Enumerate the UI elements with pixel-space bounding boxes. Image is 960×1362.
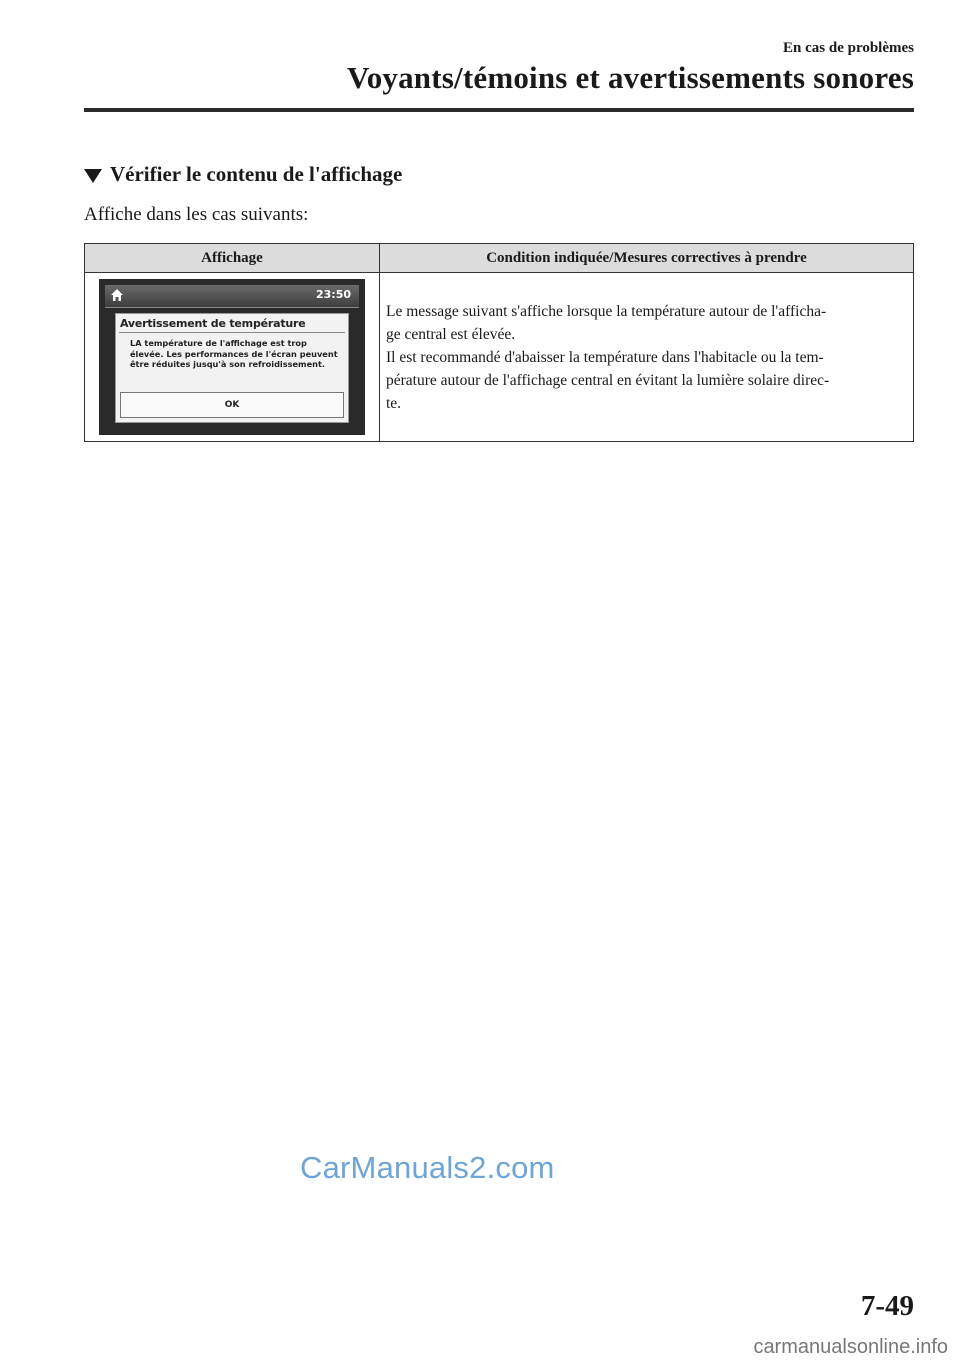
condition-line: ge central est élevée.	[386, 325, 516, 343]
subsection-title: Vérifier le contenu de l'affichage	[110, 162, 403, 186]
intro-text: Affiche dans les cas suivants:	[84, 204, 309, 225]
ok-button[interactable]: OK	[120, 392, 344, 418]
condition-line: pérature autour de l'affichage central en évitant la lumière solaire direc-	[386, 371, 830, 389]
condition-line: Le message suivant s'affiche lorsque la température autour de l'afficha-	[386, 302, 827, 320]
screen-status-bar	[105, 285, 359, 308]
condition-line: Il est recommandé d'abaisser la température dans l'habitacle ou la tem-	[386, 348, 824, 366]
header-display: Affichage	[85, 244, 380, 273]
condition-line: te.	[386, 394, 402, 412]
header-divider	[84, 108, 914, 112]
triangle-down-icon	[84, 169, 102, 183]
watermark-logo: CarManuals2.com	[300, 1150, 555, 1185]
chapter-title: En cas de problèmes	[783, 40, 914, 56]
screen-image	[99, 279, 365, 435]
display-cell	[85, 273, 380, 442]
condition-cell	[380, 273, 914, 442]
dialog-message: LA température de l'affichage est trop élevée. Les performances de l'écran peuvent être réduites jusqu'à son refroidissement.	[130, 338, 338, 369]
subsection-heading	[84, 162, 402, 187]
warning-dialog	[115, 313, 349, 423]
dialog-divider	[119, 332, 345, 333]
screen-clock: 23:50	[315, 288, 351, 301]
footer-site-text: carmanualsonline.info	[753, 1336, 948, 1358]
home-icon	[110, 288, 124, 302]
display-conditions-table	[84, 243, 914, 442]
table-header-row	[85, 244, 914, 273]
section-title: Voyants/témoins et avertissements sonores	[346, 60, 914, 95]
page-number: 7-49	[860, 1290, 914, 1322]
table-row	[85, 273, 914, 442]
condition-text	[380, 300, 913, 415]
dialog-title: Avertissement de température	[120, 317, 306, 330]
header-condition: Condition indiquée/Mesures correctives à prendre	[380, 244, 914, 273]
